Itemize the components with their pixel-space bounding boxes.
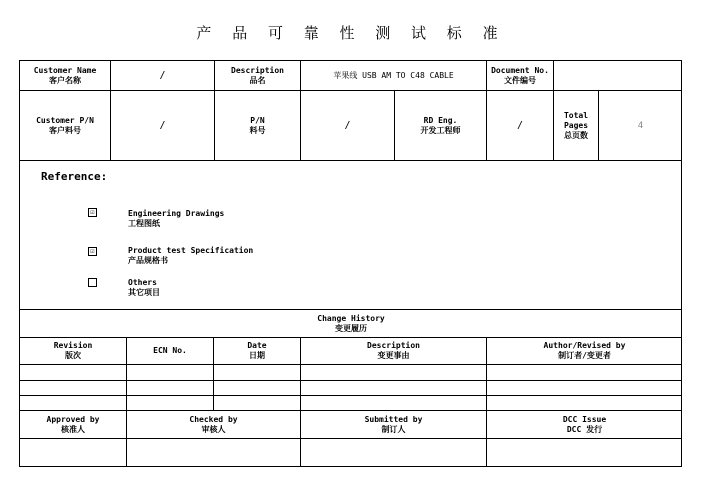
document-title: 产 品 可 靠 性 测 试 标 准 [196, 24, 506, 42]
checked-by-label: Checked by 审核人 [189, 414, 238, 434]
reference-item-product-spec: Product test Specification 产品规格书 [128, 246, 254, 265]
customer-pn-value: / [159, 119, 166, 131]
customer-pn-label: Customer P/N 客户料号 [36, 115, 94, 135]
column-header-date: Date 日期 [247, 341, 267, 360]
change-history-title: Change History 变更履历 [317, 313, 385, 333]
column-header-description: Description 变更事由 [367, 341, 420, 360]
rd-eng-label: RD Eng. 开发工程师 [420, 115, 461, 135]
others-checkbox[interactable] [88, 278, 97, 287]
customer-name-label: Customer Name 客户名称 [33, 65, 97, 85]
row-divider [19, 160, 682, 161]
row-divider [19, 364, 682, 365]
pn-value: / [344, 119, 351, 131]
column-header-ecn: ECN No. [153, 346, 187, 355]
column-header-author: Author/Revised by 制订者/变更者 [543, 341, 626, 360]
reference-item-others: Others 其它项目 [128, 278, 160, 297]
total-pages-label: Total Pages 总页数 [563, 110, 589, 140]
row-divider [19, 395, 682, 396]
total-pages-value: 4 [637, 120, 644, 131]
description-label: Description 品名 [231, 65, 284, 85]
document-no-value [554, 61, 682, 90]
column-header-revision: Revision 版次 [53, 341, 93, 360]
customer-name-value: / [159, 69, 166, 81]
product-spec-checkbox[interactable]: ☑ [88, 247, 97, 256]
pn-label: P/N 料号 [249, 115, 266, 135]
document-no-label: Document No. 文件编号 [491, 65, 549, 85]
engineering-drawings-checkbox[interactable]: ☑ [88, 208, 97, 217]
description-value: 苹果线 USB AM TO C48 CABLE [333, 70, 454, 80]
row-divider [19, 380, 682, 381]
rd-eng-value: / [516, 119, 524, 131]
submitted-by-label: Submitted by 制订人 [364, 414, 423, 434]
reference-item-engineering-drawings: Engineering Drawings 工程图纸 [128, 209, 225, 228]
approved-by-label: Approved by 核准人 [46, 414, 100, 434]
dcc-issue-label: DCC Issue DCC 发行 [562, 414, 607, 434]
reference-title: Reference: [41, 170, 108, 183]
row-divider [19, 438, 682, 439]
